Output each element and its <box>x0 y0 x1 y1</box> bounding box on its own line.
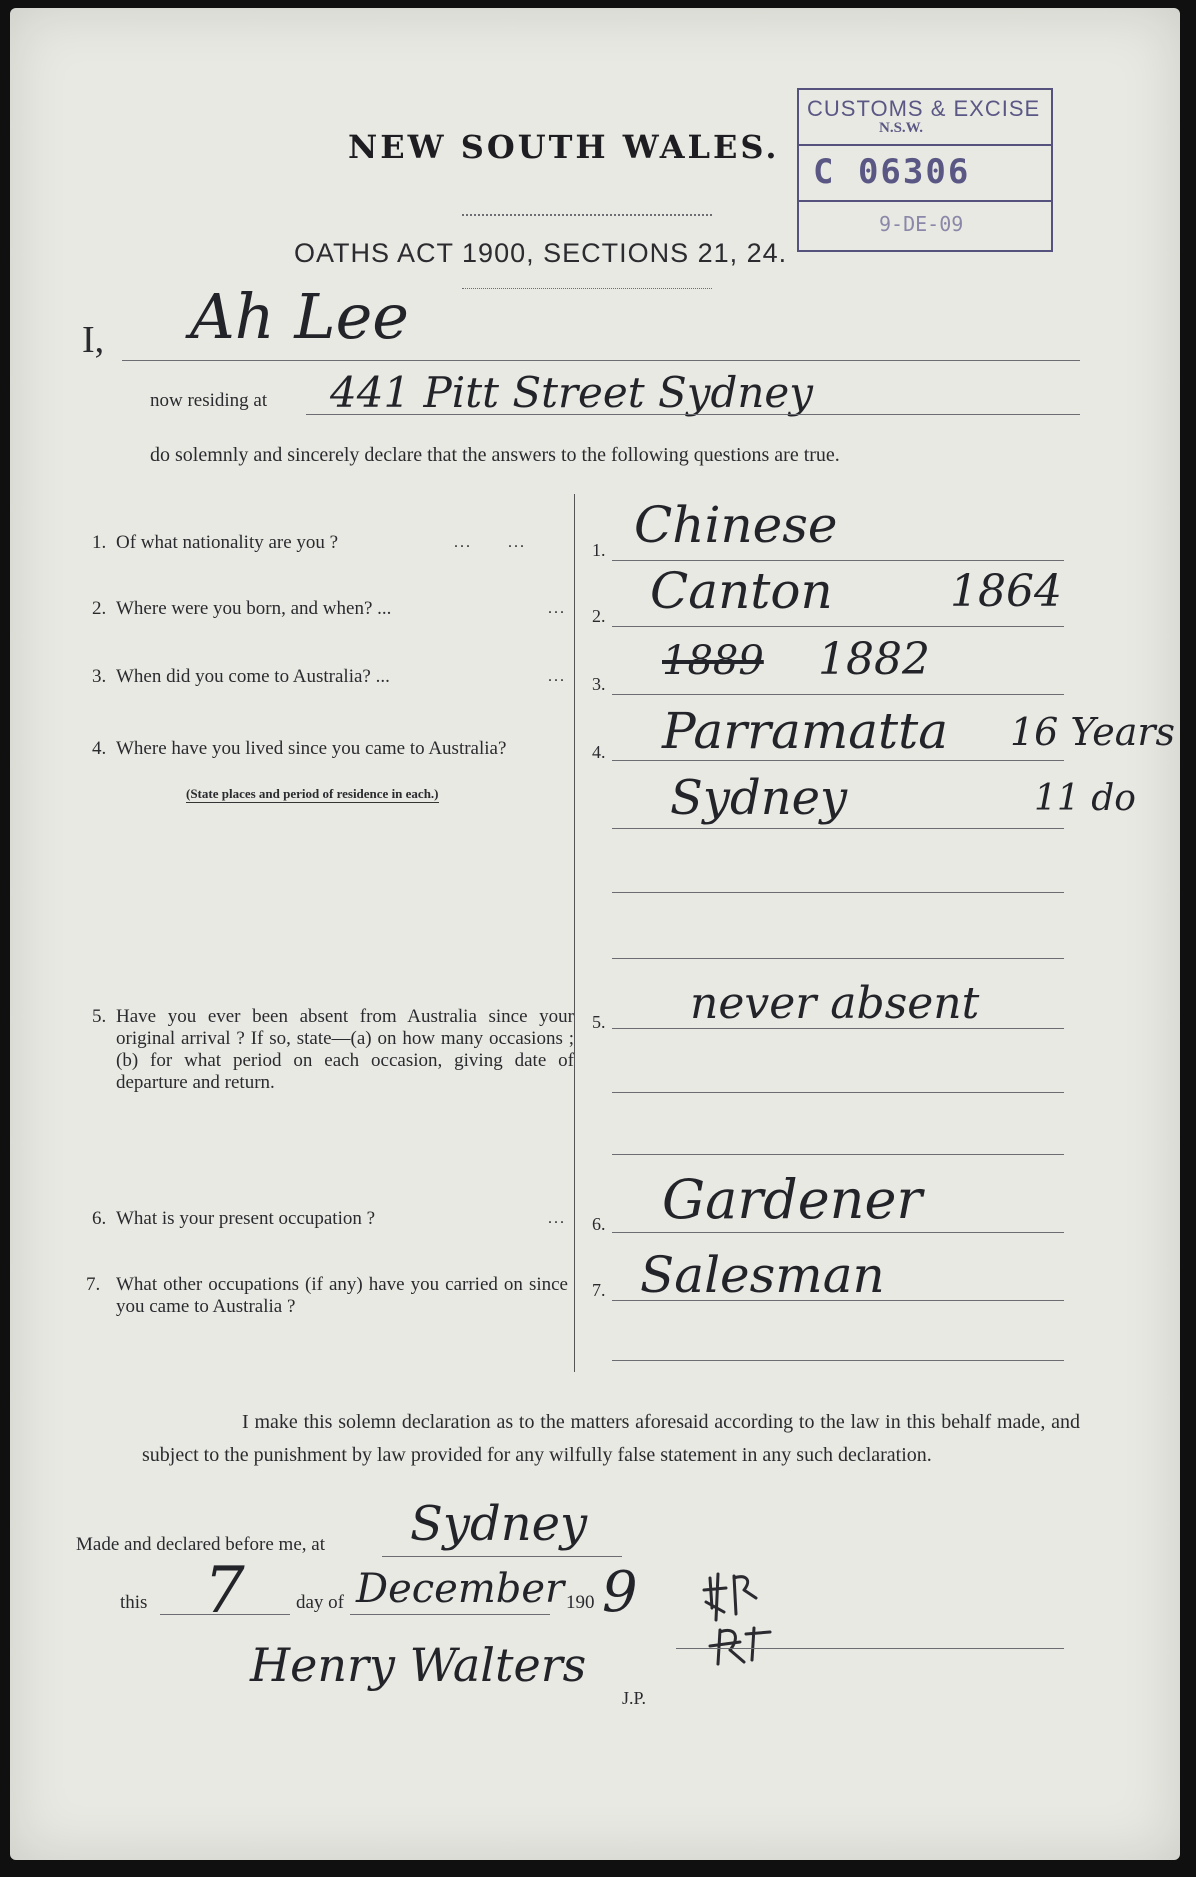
answer-5-line-1 <box>612 1028 1064 1029</box>
residing-address: 441 Pitt Street Sydney <box>330 368 813 417</box>
declared-month: December <box>356 1566 565 1612</box>
column-divider <box>574 494 575 1372</box>
residing-label: now residing at <box>150 390 268 411</box>
chinese-signature <box>700 1568 790 1668</box>
answer-3-line <box>612 694 1064 695</box>
question-5-text: Have you ever been absent from Australia since your original arrival ? If so, state—(a) on how many occasions ; (b) for what period on each occasion, giving date of departure and return. <box>116 1006 574 1093</box>
stamp-number: C 06306 <box>813 152 971 192</box>
declaration-form <box>10 8 1180 1860</box>
day-line <box>160 1614 290 1615</box>
declarant-name: Ah Lee <box>190 280 409 353</box>
answer-3-number: 3. <box>592 674 606 694</box>
title-rule <box>462 214 712 216</box>
question-6-text: What is your present occupation ? <box>116 1208 376 1229</box>
question-2-dots: ... <box>548 600 566 617</box>
answer-4-period-2: 11 do <box>1034 778 1136 819</box>
name-line <box>122 360 1080 361</box>
made-declared-label: Made and declared before me, at <box>76 1534 325 1555</box>
question-7-text: What other occupations (if any) have you carried on since you came to Australia ? <box>116 1274 568 1317</box>
question-2-number: 2. <box>92 598 107 619</box>
answer-3: 1882 <box>818 634 930 685</box>
answer-5-number: 5. <box>592 1012 606 1032</box>
question-2-text: Where were you born, and when? ... <box>116 598 392 619</box>
answer-2-number: 2. <box>592 606 606 626</box>
this-label: this <box>120 1592 148 1613</box>
question-1-number: 1. <box>92 532 107 553</box>
answer-6-number: 6. <box>592 1214 606 1234</box>
answer-7-line-2 <box>612 1360 1064 1361</box>
act-heading: OATHS ACT 1900, SECTIONS 21, 24. <box>294 238 788 268</box>
answer-4-line-4 <box>612 958 1064 959</box>
answer-2-year: 1864 <box>950 566 1062 617</box>
answer-5-line-3 <box>612 1154 1064 1155</box>
question-1-text: Of what nationality are you ? <box>116 532 339 553</box>
question-1-dots: ... ... <box>454 534 526 551</box>
question-5-number: 5. <box>92 1006 107 1027</box>
answer-2-line <box>612 626 1064 627</box>
answer-3-struck: 1889 <box>662 638 764 684</box>
answer-6: Gardener <box>662 1168 923 1231</box>
stamp-date: 9-DE-09 <box>879 212 964 236</box>
answer-4-line-1 <box>612 760 1064 761</box>
answer-4-place-1: Parramatta <box>662 702 949 760</box>
stamp-divider-2 <box>799 200 1051 202</box>
answer-1-line <box>612 560 1064 561</box>
answer-4-line-2 <box>612 828 1064 829</box>
answer-5-line-2 <box>612 1092 1064 1093</box>
year-suffix: 9 <box>602 1560 638 1625</box>
place-line <box>382 1556 622 1557</box>
answer-1: Chinese <box>634 496 838 554</box>
day-of-label: day of <box>296 1592 345 1613</box>
declarant-prefix: I, <box>82 319 105 361</box>
address-line <box>306 414 1080 415</box>
question-6-dots: ... <box>548 1210 566 1227</box>
question-4-note: (State places and period of residence in each.) <box>186 786 439 801</box>
year-prefix: 190 <box>566 1592 595 1613</box>
answer-4-line-3 <box>612 892 1064 893</box>
stamp-divider <box>799 144 1051 146</box>
stamp-sub-text: N.S.W. <box>879 120 924 136</box>
answer-7: Salesman <box>640 1246 885 1304</box>
question-6-number: 6. <box>92 1208 107 1229</box>
answer-2-place: Canton <box>650 562 833 620</box>
act-rule <box>462 288 712 289</box>
jp-label: J.P. <box>622 1688 647 1708</box>
form-title: NEW SOUTH WALES. <box>348 128 780 166</box>
answer-4-number: 4. <box>592 742 606 762</box>
stamp-top-text: CUSTOMS & EXCISE <box>807 96 1041 121</box>
month-line <box>350 1614 550 1615</box>
question-3-text: When did you come to Australia? ... <box>116 666 390 687</box>
jp-signature: Henry Walters <box>250 1638 587 1692</box>
answer-6-line <box>612 1232 1064 1233</box>
answer-5: never absent <box>690 978 980 1029</box>
declaration-paragraph: I make this solemn declaration as to the matters aforesaid according to the law in this behalf made, and subject to the punishment by law provided for any wilfully false statement in any such declaration. <box>142 1411 1080 1466</box>
answer-4-period-1: 16 Years <box>1010 710 1176 754</box>
declarant-signature-line <box>676 1648 1064 1649</box>
answer-7-number: 7. <box>592 1280 606 1300</box>
declared-day: 7 <box>204 1554 245 1628</box>
customs-stamp <box>797 88 1053 252</box>
question-4-text: Where have you lived since you came to Australia? <box>116 738 507 759</box>
answer-1-number: 1. <box>592 540 606 560</box>
declare-text: do solemnly and sincerely declare that the answers to the following questions are true. <box>150 444 840 466</box>
question-4-number: 4. <box>92 738 107 759</box>
declared-place: Sydney <box>410 1496 588 1552</box>
answer-4-place-2: Sydney <box>670 770 848 826</box>
answer-7-line-1 <box>612 1300 1064 1301</box>
question-7-number: 7. <box>86 1274 101 1295</box>
question-3-dots: ... <box>548 668 566 685</box>
question-3-number: 3. <box>92 666 107 687</box>
